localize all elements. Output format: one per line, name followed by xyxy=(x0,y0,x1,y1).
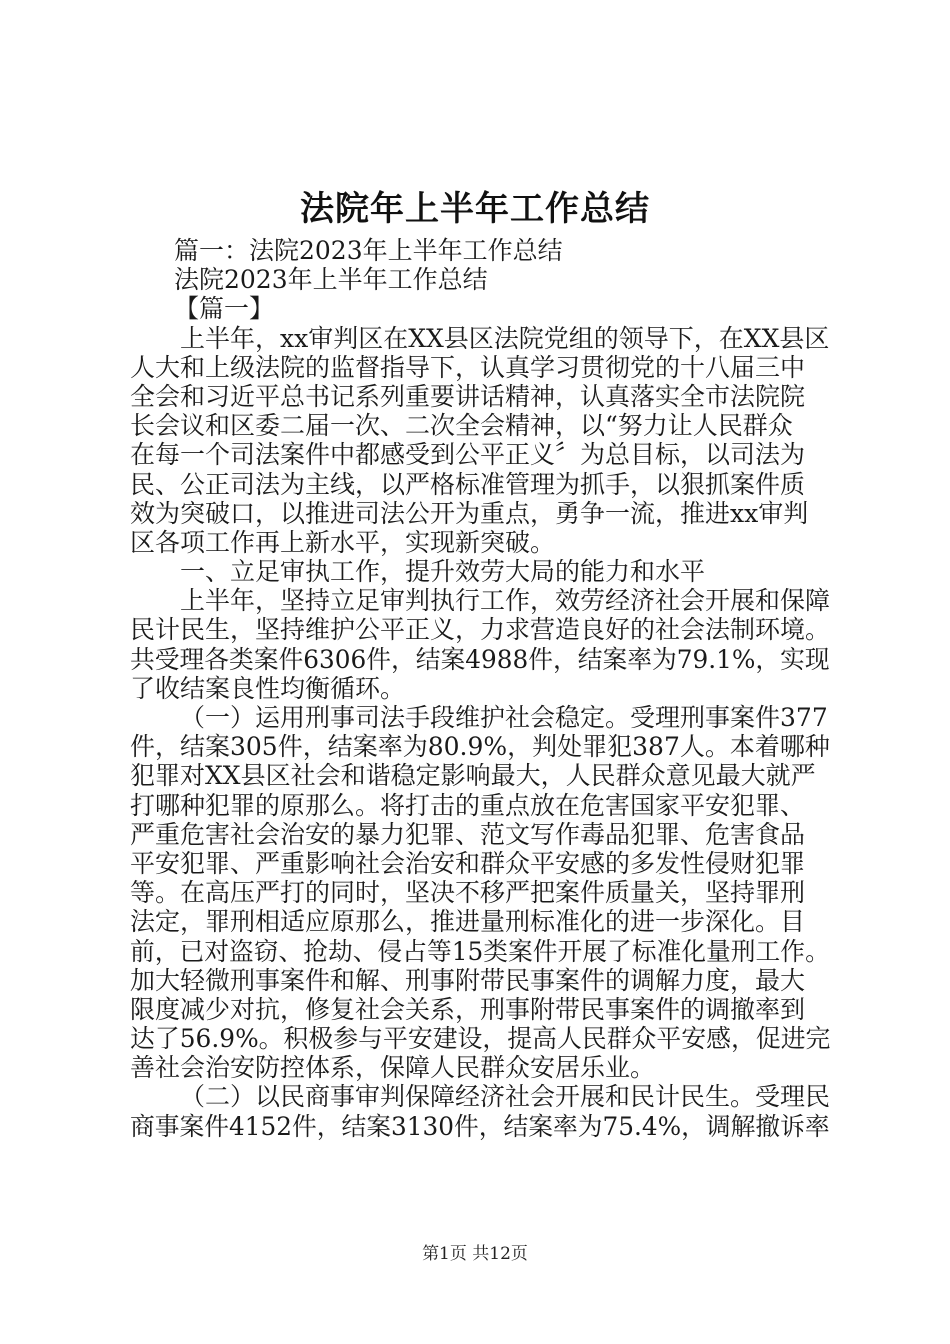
text-line: 了收结案良性均衡循环。 xyxy=(130,673,406,703)
text-line: 【篇一】 xyxy=(174,294,275,324)
text-line: 前，已对盗窃、抢劫、侵占等15类案件开展了标准化量刑工作。 xyxy=(130,936,830,966)
text-line: 等。在高压严打的同时，坚决不移严把案件质量关，坚持罪刑 xyxy=(130,878,806,908)
text-line: 平安犯罪、严重影响社会治安和群众平安感的多发性侵财犯罪 xyxy=(130,848,806,878)
text-line: 区各项工作再上新水平，实现新突破。 xyxy=(130,527,556,557)
section-heading: 一、立足审执工作，提升效劳大局的能力和水平 xyxy=(180,557,706,587)
document-title: 法院年上半年工作总结 xyxy=(300,189,650,229)
text-line: 打哪种犯罪的原那么。将打击的重点放在危害国家平安犯罪、 xyxy=(130,790,806,820)
text-line: 人大和上级法院的监督指导下，认真学习贯彻党的十八届三中 xyxy=(130,352,806,382)
text-line: 长会议和区委二届一次、二次全会精神，以“努力让人民群众 xyxy=(130,411,793,441)
text-line: 达了56.9%。积极参与平安建设，提高人民群众平安感，促进完 xyxy=(130,1024,831,1054)
text-line: 在每一个司法案件中都感受到公平正义〞为总目标，以司法为 xyxy=(130,440,806,470)
document-body xyxy=(130,236,830,1141)
text-line: 篇一：法院2023年上半年工作总结 xyxy=(174,236,563,265)
text-line: 善社会治安防控体系，保障人民群众安居乐业。 xyxy=(130,1053,656,1083)
text-line: （一）运用刑事司法手段维护社会稳定。受理刑事案件377 xyxy=(180,703,828,732)
text-line: 严重危害社会治安的暴力犯罪、范文写作毒品犯罪、危害食品 xyxy=(130,819,806,849)
text-line: 共受理各类案件6306件，结案4988件，结案率为79.1%，实现 xyxy=(130,644,830,674)
text-line: 法定，罪刑相适应原那么，推进量刑标准化的进一步深化。目 xyxy=(130,907,806,937)
text-line: （二）以民商事审判保障经济社会开展和民计民生。受理民 xyxy=(180,1082,831,1112)
text-line: 加大轻微刑事案件和解、刑事附带民事案件的调解力度，最大 xyxy=(130,965,806,995)
text-line: 民计民生，坚持维护公平正义，力求营造良好的社会法制环境。 xyxy=(130,615,831,645)
text-line: 法院2023年上半年工作总结 xyxy=(174,265,488,295)
text-line: 效为突破口，以推进司法公开为重点，勇争一流，推进xx审判 xyxy=(130,498,809,528)
text-line: 件，结案305件，结案率为80.9%，判处罪犯387人。本着哪种 xyxy=(130,732,830,762)
text-line: 全会和习近平总书记系列重要讲话精神，认真落实全市法院院 xyxy=(130,381,806,411)
text-line: 民、公正司法为主线，以严格标准管理为抓手，以狠抓案件质 xyxy=(130,469,806,499)
text-line: 上半年，xx审判区在XX县区法院党组的领导下，在XX县区 xyxy=(180,323,830,353)
text-line: 犯罪对XX县区社会和谐稳定影响最大，人民群众意见最大就严 xyxy=(130,761,816,791)
text-line: 限度减少对抗，修复社会关系，刑事附带民事案件的调撤率到 xyxy=(130,994,806,1024)
text-line: 上半年，坚持立足审判执行工作，效劳经济社会开展和保障 xyxy=(180,586,831,616)
text-line: 商事案件4152件，结案3130件，结案率为75.4%，调解撤诉率 xyxy=(130,1111,830,1141)
page-number-footer: 第1页 共12页 xyxy=(422,1244,528,1264)
